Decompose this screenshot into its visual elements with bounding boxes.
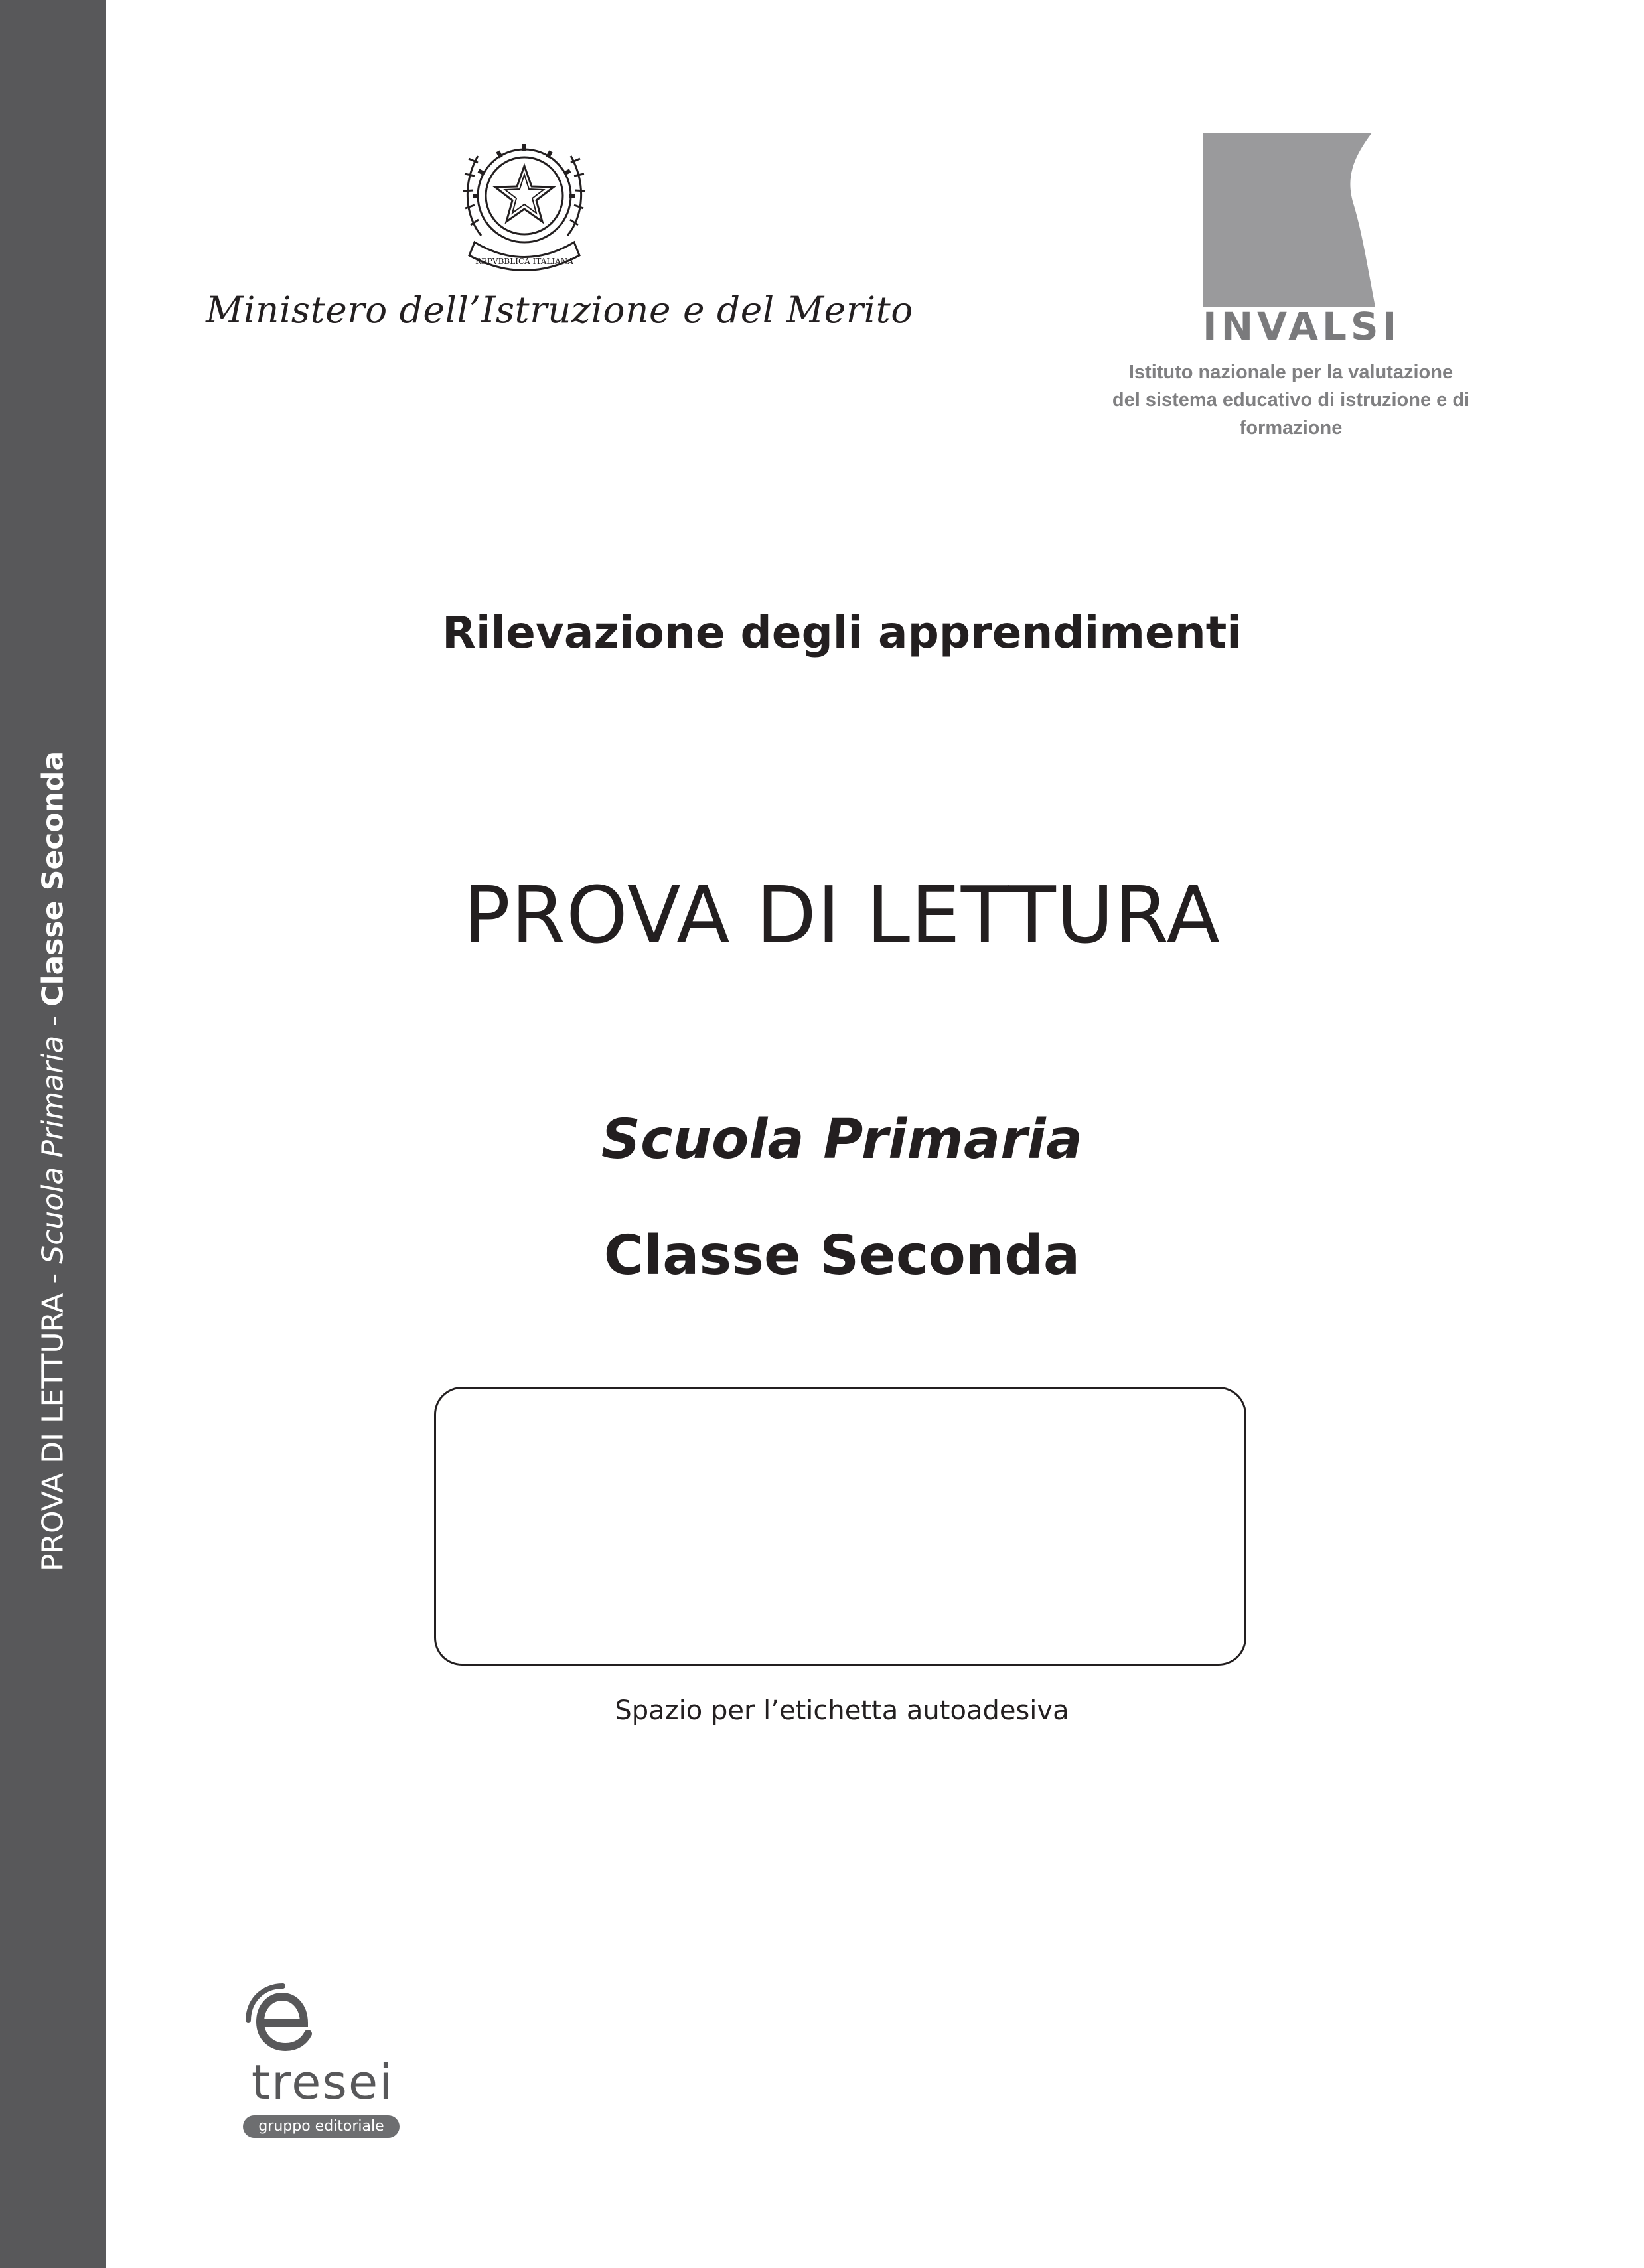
publisher-name: tresei [251, 2054, 394, 2110]
survey-title: Rilevazione degli apprendimenti [442, 607, 1242, 658]
spine-title [37, 751, 70, 1571]
sticker-label-box[interactable] [434, 1387, 1246, 1666]
invalsi-description [1075, 358, 1507, 442]
italian-republic-emblem-icon [455, 129, 594, 282]
grade-level: Classe Seconda [603, 1224, 1081, 1287]
spine-grade: Classe Seconda [36, 750, 70, 1007]
emblem-ribbon-text: REPVBBLICA ITALIANA [475, 257, 573, 266]
tresei-e-logo-icon [243, 1981, 323, 2060]
side-spine [0, 0, 106, 2268]
invalsi-logo-icon [1203, 133, 1375, 307]
spine-separator: - [36, 1006, 70, 1036]
spine-school-level: Scuola Primaria [36, 1035, 70, 1264]
ministry-name: Ministero dell’Istruzione e del Merito [206, 289, 913, 331]
invalsi-wordmark: INVALSI [1203, 304, 1401, 349]
invalsi-description-line-1: Istituto nazionale per la valutazione [1128, 362, 1454, 383]
test-title: PROVA DI LETTURA [463, 869, 1221, 961]
sticker-label-caption: Spazio per l’etichetta autoadesiva [615, 1695, 1069, 1726]
publisher-tagline: gruppo editoriale [243, 2115, 400, 2138]
school-level: Scuola Primaria [601, 1108, 1083, 1171]
spine-test-name: PROVA DI LETTURA - [36, 1263, 70, 1572]
invalsi-description-line-2: del sistema educativo di istruzione e di formazione [1112, 390, 1470, 439]
